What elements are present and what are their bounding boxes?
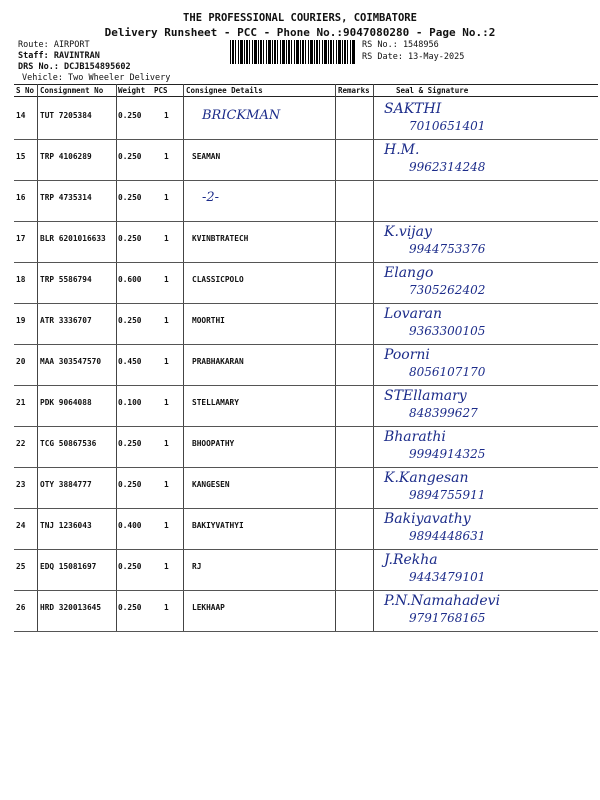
row-consignment-no: TRP 4735314 — [40, 193, 92, 202]
table-row — [14, 221, 598, 263]
signature-phone: 9894755911 — [409, 488, 486, 502]
row-consignee: MOORTHI — [192, 316, 225, 325]
signature-name: Poorni — [384, 347, 430, 363]
row-pcs: 1 — [164, 480, 169, 489]
handwritten-consignee: BRICKMAN — [202, 108, 281, 123]
row-sno: 20 — [16, 357, 26, 366]
signature-name: Elango — [384, 265, 434, 281]
signature-phone: 8056107170 — [409, 365, 486, 379]
table-row — [14, 549, 598, 591]
col-header-remarks: Remarks — [338, 86, 370, 95]
table-row — [14, 590, 598, 632]
table-row — [14, 344, 598, 386]
row-consignee: KANGESEN — [192, 480, 230, 489]
row-weight: 0.250 — [118, 480, 142, 489]
row-pcs: 1 — [164, 398, 169, 407]
row-consignee: BAKIYVATHYI — [192, 521, 244, 530]
table-row — [14, 139, 598, 181]
row-weight: 0.250 — [118, 193, 142, 202]
rs-number: RS No.: 1548956 — [362, 40, 439, 50]
row-pcs: 1 — [164, 439, 169, 448]
row-consignee: LEKHAAP — [192, 603, 225, 612]
table-row — [14, 98, 598, 140]
row-sno: 15 — [16, 152, 26, 161]
table-row — [14, 303, 598, 345]
col-header-sno: S No — [16, 86, 35, 95]
row-sno: 23 — [16, 480, 26, 489]
drs-label: DRS No.: DCJB154895602 — [18, 62, 131, 72]
row-sno: 16 — [16, 193, 26, 202]
row-weight: 0.250 — [118, 439, 142, 448]
row-weight: 0.250 — [118, 562, 142, 571]
row-consignee: PRABHAKARAN — [192, 357, 244, 366]
row-consignment-no: TRP 5586794 — [40, 275, 92, 284]
col-header-weight: Weight — [118, 86, 146, 95]
signature-phone: 9962314248 — [409, 160, 486, 174]
col-header-consignment: Consignment No — [40, 86, 104, 95]
signature-phone: 9944753376 — [409, 242, 486, 256]
row-sno: 25 — [16, 562, 26, 571]
row-consignee: SEAMAN — [192, 152, 221, 161]
row-weight: 0.250 — [118, 234, 142, 243]
row-consignment-no: MAA 303547570 — [40, 357, 102, 366]
signature-phone: 9443479101 — [409, 570, 486, 584]
signature-phone: 848399627 — [409, 406, 478, 420]
col-header-pcs: PCS — [154, 86, 168, 95]
row-pcs: 1 — [164, 275, 169, 284]
company-title: THE PROFESSIONAL COURIERS, COIMBATORE — [183, 12, 417, 24]
signature-phone: 9791768165 — [409, 611, 486, 625]
signature-phone: 9894448631 — [409, 529, 486, 543]
row-consignment-no: TUT 7205384 — [40, 111, 92, 120]
row-sno: 19 — [16, 316, 26, 325]
runsheet-subtitle: Delivery Runsheet - PCC - Phone No.:9047080280 - Page No.:2 — [104, 26, 496, 39]
signature-phone: 9994914325 — [409, 447, 486, 461]
table-row — [14, 467, 598, 509]
signature-name: SAKTHI — [384, 101, 442, 117]
table-row — [14, 262, 598, 304]
table-row — [14, 180, 598, 222]
row-pcs: 1 — [164, 521, 169, 530]
row-weight: 0.250 — [118, 152, 142, 161]
row-pcs: 1 — [164, 357, 169, 366]
row-consignment-no: TRP 4106289 — [40, 152, 92, 161]
signature-name: H.M. — [384, 142, 420, 158]
route-label: Route: AIRPORT — [18, 40, 90, 50]
row-weight: 0.600 — [118, 275, 142, 284]
signature-name: STEllamary — [384, 388, 467, 404]
row-consignment-no: OTY 3884777 — [40, 480, 92, 489]
row-sno: 22 — [16, 439, 26, 448]
table-row — [14, 385, 598, 427]
row-consignee: KVINBTRATECH — [192, 234, 249, 243]
row-weight: 0.100 — [118, 398, 142, 407]
row-pcs: 1 — [164, 234, 169, 243]
row-sno: 24 — [16, 521, 26, 530]
signature-name: K.Kangesan — [384, 470, 469, 486]
col-header-seal: Seal & Signature — [396, 86, 469, 95]
rs-date: RS Date: 13-May-2025 — [362, 52, 465, 62]
staff-label: Staff: RAVINTRAN — [18, 51, 100, 61]
row-pcs: 1 — [164, 562, 169, 571]
signature-name: P.N.Namahadevi — [384, 593, 501, 609]
signature-name: J.Rekha — [384, 552, 438, 568]
row-consignee: RJ — [192, 562, 202, 571]
row-consignee: BHOOPATHY — [192, 439, 235, 448]
table-top-rule — [14, 84, 598, 85]
signature-phone: 9363300105 — [409, 324, 486, 338]
col-header-consignee: Consignee Details — [186, 86, 263, 95]
handwritten-consignee: -2- — [202, 190, 220, 205]
row-consignee: CLASSICPOLO — [192, 275, 244, 284]
row-consignment-no: TCG 50867536 — [40, 439, 97, 448]
signature-name: Bakiyavathy — [384, 511, 471, 527]
table-row — [14, 426, 598, 468]
signature-phone: 7305262402 — [409, 283, 486, 297]
signature-name: Lovaran — [384, 306, 443, 322]
table-head-rule — [14, 96, 598, 97]
vehicle-label: Vehicle: Two Wheeler Delivery — [22, 73, 171, 83]
row-pcs: 1 — [164, 316, 169, 325]
row-consignee: STELLAMARY — [192, 398, 239, 407]
table-row — [14, 508, 598, 550]
signature-name: K.vijay — [384, 224, 432, 240]
row-sno: 18 — [16, 275, 26, 284]
signature-phone: 7010651401 — [409, 119, 486, 133]
row-consignment-no: BLR 6201016633 — [40, 234, 106, 243]
row-sno: 21 — [16, 398, 26, 407]
row-sno: 17 — [16, 234, 26, 243]
signature-name: Bharathi — [384, 429, 446, 445]
row-consignment-no: HRD 320013645 — [40, 603, 102, 612]
row-sno: 14 — [16, 111, 26, 120]
row-pcs: 1 — [164, 193, 169, 202]
row-pcs: 1 — [164, 603, 169, 612]
barcode — [230, 40, 356, 64]
row-weight: 0.400 — [118, 521, 142, 530]
row-consignment-no: TNJ 1236043 — [40, 521, 92, 530]
row-consignment-no: PDK 9064088 — [40, 398, 92, 407]
row-consignment-no: ATR 3336707 — [40, 316, 92, 325]
row-weight: 0.250 — [118, 111, 142, 120]
row-pcs: 1 — [164, 152, 169, 161]
row-consignment-no: EDQ 15081697 — [40, 562, 97, 571]
row-weight: 0.250 — [118, 316, 142, 325]
row-weight: 0.450 — [118, 357, 142, 366]
row-weight: 0.250 — [118, 603, 142, 612]
row-pcs: 1 — [164, 111, 169, 120]
row-sno: 26 — [16, 603, 26, 612]
